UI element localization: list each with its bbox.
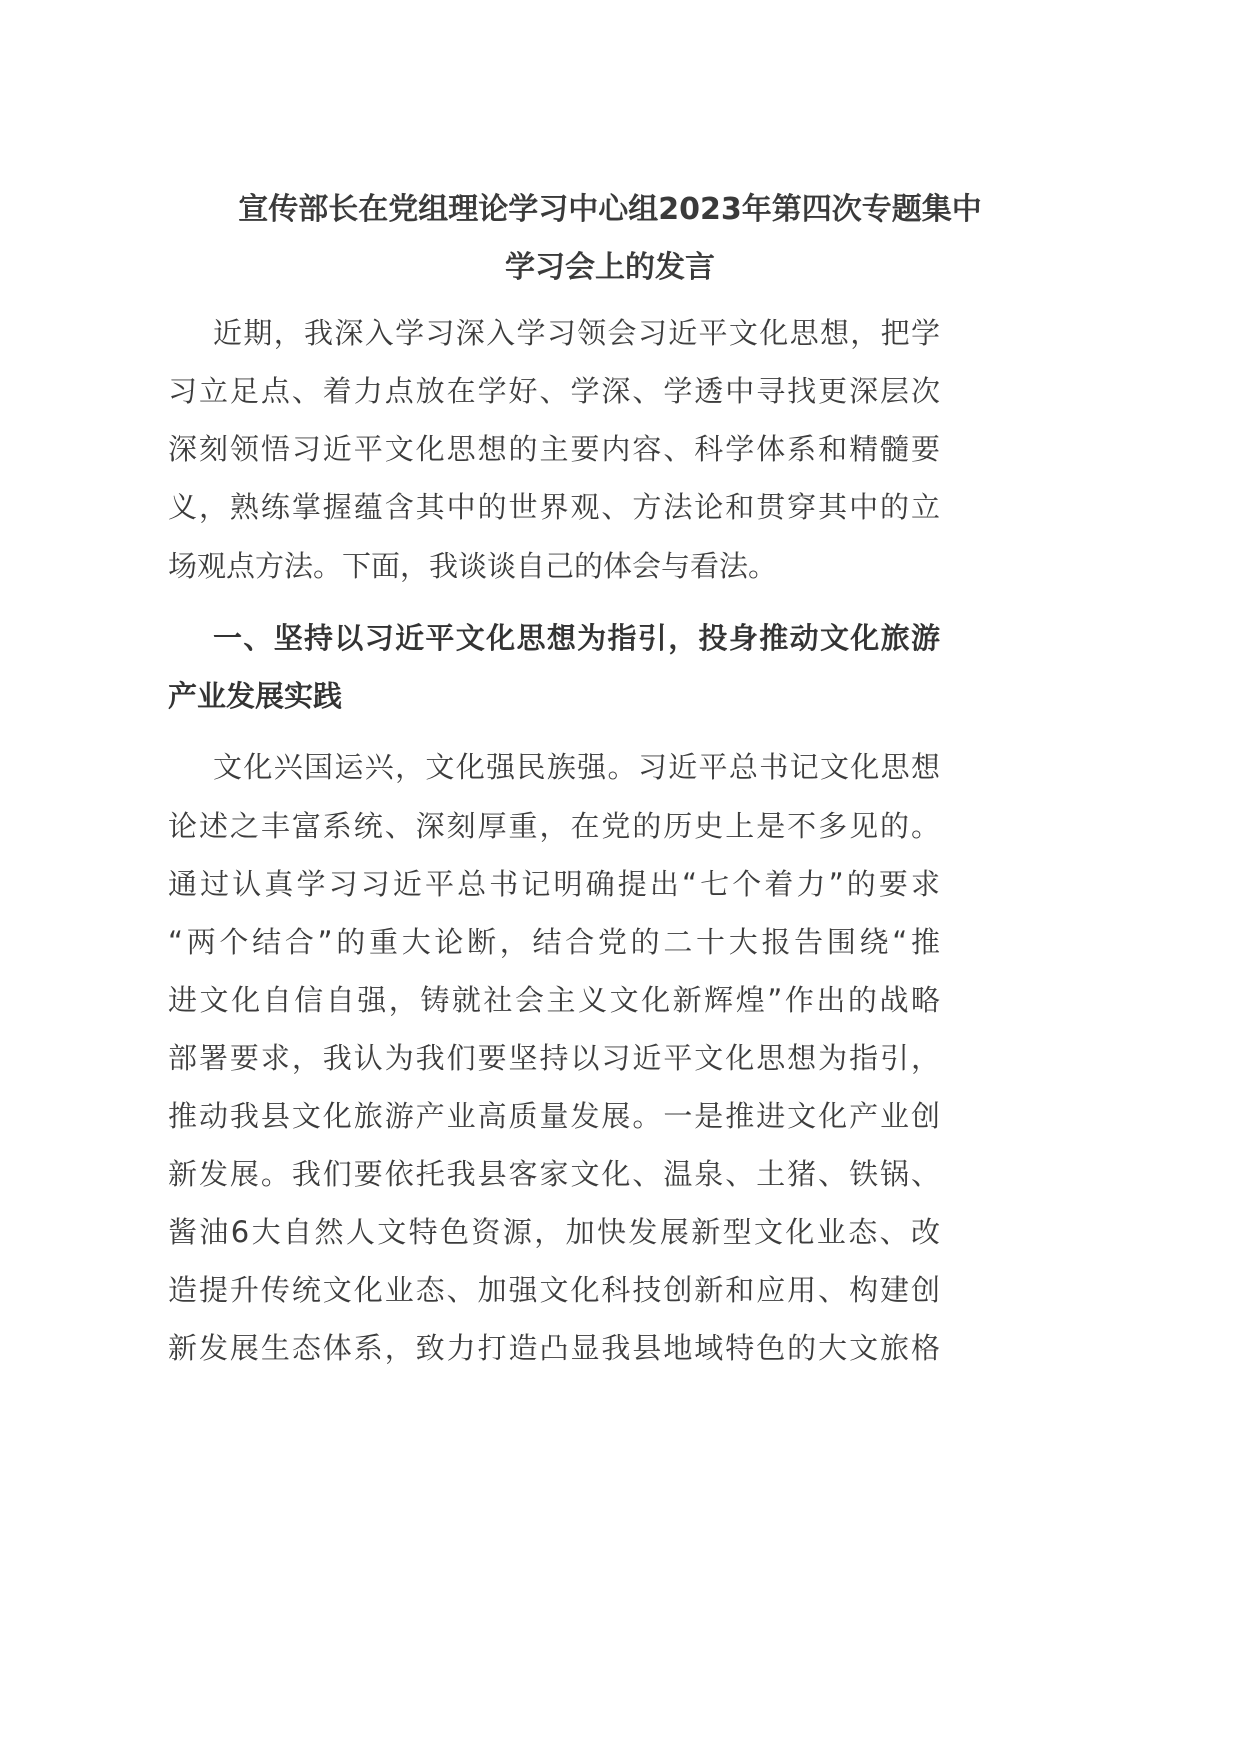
text-line: 义，熟练掌握蕴含其中的世界观、方法论和贯穿其中的立 [168,490,940,524]
text-line: 新发展生态体系，致力打造凸显我县地域特色的大文旅格 [168,1331,940,1365]
text-line: 场观点方法。下面，我谈谈自己的体会与看法。 [168,549,778,583]
document-title-line-2: 学习会上的发言 [505,250,715,285]
text-line: 酱油6大自然人文特色资源，加快发展新型文化业态、改 [168,1215,940,1249]
heading-line: 产业发展实践 [168,679,343,713]
text-line: 造提升传统文化业态、加强文化科技创新和应用、构建创 [168,1273,940,1307]
text-line: 推动我县文化旅游产业高质量发展。一是推进文化产业创 [168,1099,940,1133]
text-line: 文化兴国运兴，文化强民族强。习近平总书记文化思想 [213,750,940,784]
heading-line: 一、坚持以习近平文化思想为指引，投身推动文化旅游 [213,621,940,655]
text-line: 新发展。我们要依托我县客家文化、温泉、土猪、铁锅、 [168,1157,940,1191]
text-line: 进文化自信自强，铸就社会主义文化新辉煌”作出的战略 [168,983,940,1017]
text-line: 深刻领悟习近平文化思想的主要内容、科学体系和精髓要 [168,432,940,466]
text-line: 论述之丰富系统、深刻厚重，在党的历史上是不多见的。 [168,809,940,843]
text-line: 近期，我深入学习深入学习领会习近平文化思想，把学 [213,316,940,350]
document-title-line-1: 宣传部长在党组理论学习中心组2023年第四次专题集中 [238,192,982,227]
text-line: 部署要求，我认为我们要坚持以习近平文化思想为指引， [168,1041,940,1075]
text-line: 通过认真学习习近平总书记明确提出“七个着力”的要求 [168,867,940,901]
text-line: “两个结合”的重大论断，结合党的二十大报告围绕“推 [168,925,940,959]
text-line: 习立足点、着力点放在学好、学深、学透中寻找更深层次 [168,374,940,408]
